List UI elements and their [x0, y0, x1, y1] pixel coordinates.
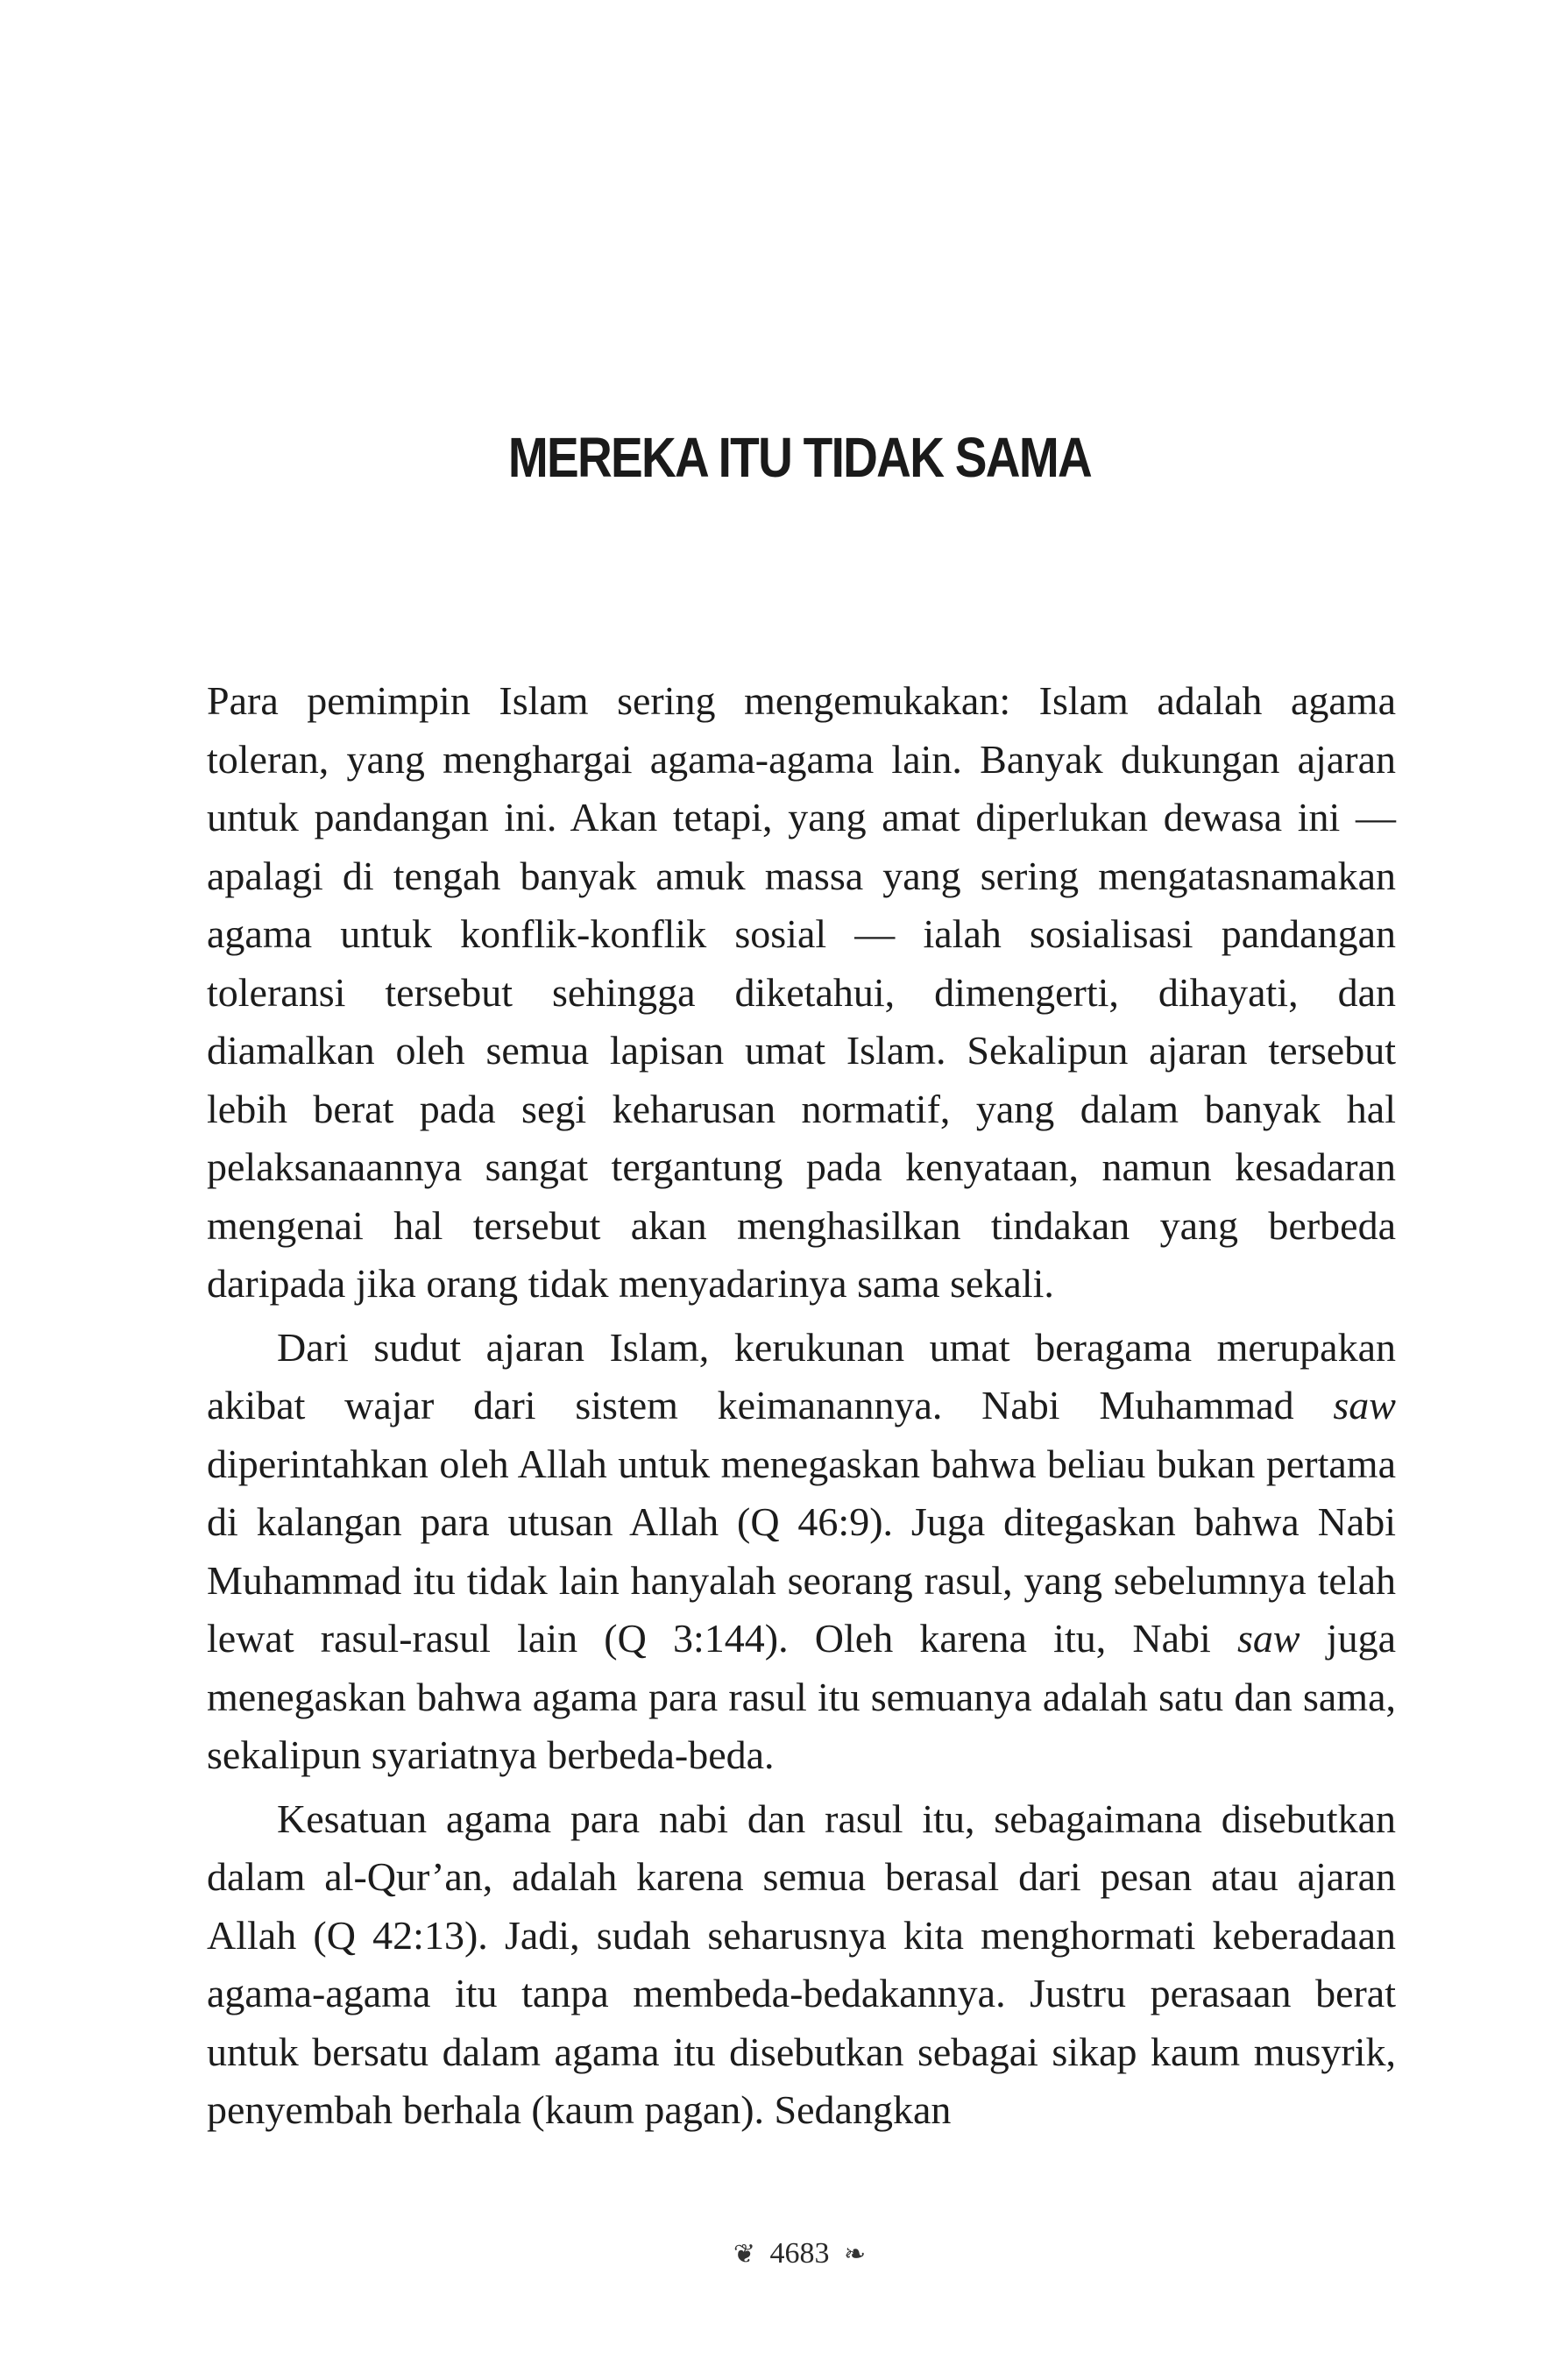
paragraph-2-italic-saw-2: saw — [1237, 1616, 1300, 1661]
page-footer — [0, 2236, 1551, 2272]
paragraph-2 — [207, 1319, 1396, 1785]
paragraph-2-part-1: Dari sudut ajaran Islam, kerukunan umat beragama merupakan akibat wajar dari sistem keimanannya. Nabi Muhammad — [207, 1324, 1396, 1427]
page-number: 4683 — [769, 2237, 830, 2270]
paragraph-2-part-3: juga menegaskan bahwa agama para rasul itu semuanya adalah satu dan sama, sekalipun syariatnya berbeda-beda. — [207, 1616, 1396, 1777]
ornament-right-icon: ❧ — [844, 2240, 867, 2269]
paragraph-2-italic-saw-1: saw — [1333, 1383, 1396, 1427]
paragraph-1: Para pemimpin Islam sering mengemukakan: Islam adalah agama toleran, yang menghargai agama-agama lain. Banyak dukungan ajaran untuk pandangan ini. Akan tetapi, yang amat diperlukan dewasa ini — apalagi di tengah banyak amuk massa yang sering mengatasnamakan agama untuk konflik-konflik sosial — ialah sosialisasi pandangan toleransi tersebut sehingga diketahui, dimengerti, dihayati, dan diamalkan oleh semua lapisan umat Islam. Sekalipun ajaran tersebut lebih berat pada segi keharusan normatif, yang dalam banyak hal pelaksanaannya sangat tergantung pada kenyataan, namun kesadaran mengenai hal tersebut akan menghasilkan tindakan yang berbeda daripada jika orang tidak menyadarinya sama sekali. — [207, 678, 1396, 1306]
body-text — [207, 672, 1396, 2140]
paragraph-3: Kesatuan agama para nabi dan rasul itu, sebagaimana disebutkan dalam al-Qur’an, adalah karena semua berasal dari pesan atau ajaran Allah (Q 42:13). Jadi, sudah seharusnya kita menghormati keberadaan agama-agama itu tanpa membeda-bedakannya. Justru perasaan berat untuk bersatu dalam agama itu disebutkan sebagai sikap kaum musyrik, penyembah berhala (kaum pagan). Sedangkan — [207, 1796, 1396, 2132]
chapter-title: MEREKA ITU TIDAK SAMA — [507, 426, 1091, 489]
paragraph-2-part-2: diperintahkan oleh Allah untuk menegaskan bahwa beliau bukan pertama di kalangan para utusan Allah (Q 46:9). Juga ditegaskan bahwa Nabi Muhammad itu tidak lain hanyalah seorang rasul, yang sebelumnya telah lewat rasul-rasul lain (Q 3:144). Oleh karena itu, Nabi — [207, 1441, 1396, 1661]
ornament-left-icon: ❦ — [733, 2240, 755, 2269]
